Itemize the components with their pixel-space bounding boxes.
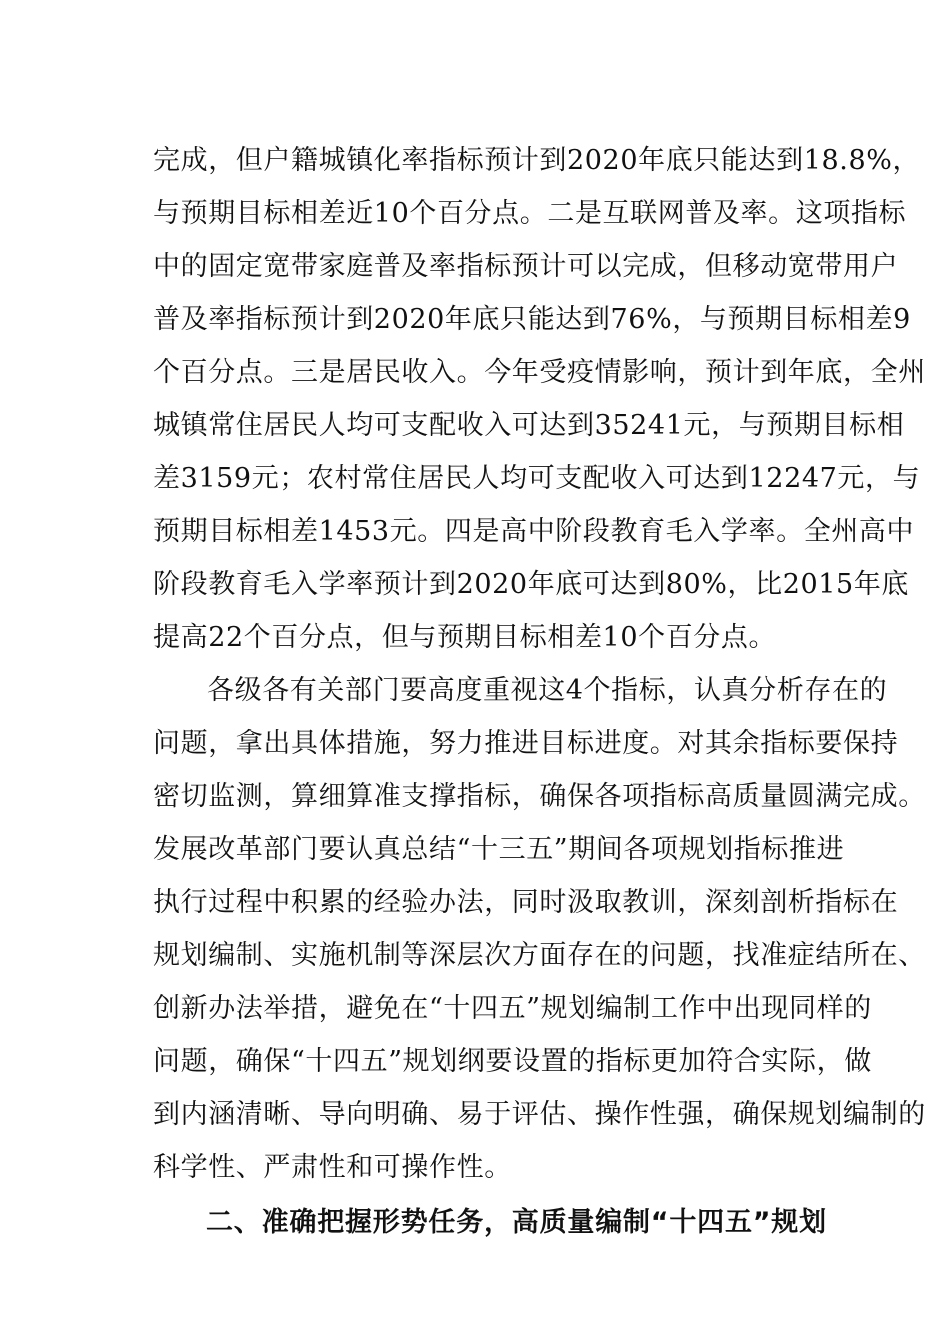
paragraph-1-line-10: 提高22个百分点，但与预期目标相差10个百分点。 (153, 622, 777, 653)
paragraph-1-line-2: 与预期目标相差近10个百分点。二是互联网普及率。这项指标 (153, 198, 907, 229)
paragraph-2-line-8: 问题，确保“十四五”规划纲要设置的指标更加符合实际，做 (153, 1046, 872, 1077)
paragraph-2-line-3: 密切监测，算细算准支撑指标，确保各项指标高质量圆满完成。 (153, 781, 926, 812)
paragraph-1-line-8: 预期目标相差1453元。四是高中阶段教育毛入学率。全州高中 (153, 516, 915, 547)
paragraph-2-line-2: 问题，拿出具体措施，努力推进目标进度。对其余指标要保持 (153, 728, 899, 759)
paragraph-1-line-9: 阶段教育毛入学率预计到2020年底可达到80%，比2015年底 (153, 569, 910, 600)
paragraph-1-line-1: 完成，但户籍城镇化率指标预计到2020年底只能达到18.8%， (153, 145, 921, 176)
paragraph-1-line-5: 个百分点。三是居民收入。今年受疫情影响，预计到年底，全州 (153, 357, 926, 388)
paragraph-2-line-6: 规划编制、实施机制等深层次方面存在的问题，找准症结所在、 (153, 940, 926, 971)
paragraph-2-line-10: 科学性、严肃性和可操作性。 (153, 1152, 512, 1183)
paragraph-2-line-5: 执行过程中积累的经验办法，同时汲取教训，深刻剖析指标在 (153, 887, 899, 918)
paragraph-1-line-4: 普及率指标预计到2020年底只能达到76%，与预期目标相差9 (153, 304, 911, 335)
paragraph-2-line-7: 创新办法举措，避免在“十四五”规划编制工作中出现同样的 (153, 993, 872, 1024)
paragraph-2-line-9: 到内涵清晰、导向明确、易于评估、操作性强，确保规划编制的 (153, 1099, 926, 1130)
paragraph-1-line-6: 城镇常住居民人均可支配收入可达到35241元，与预期目标相 (153, 410, 905, 441)
paragraph-1-line-3: 中的固定宽带家庭普及率指标预计可以完成，但移动宽带用户 (153, 251, 899, 282)
paragraph-1-line-7: 差3159元；农村常住居民人均可支配收入可达到12247元，与 (153, 463, 921, 494)
section-heading: 二、准确把握形势任务，高质量编制“十四五”规划 (206, 1207, 827, 1238)
paragraph-2-line-1: 各级各有关部门要高度重视这4个指标，认真分析存在的 (207, 675, 888, 706)
paragraph-2-line-4: 发展改革部门要认真总结“十三五”期间各项规划指标推进 (153, 834, 845, 865)
